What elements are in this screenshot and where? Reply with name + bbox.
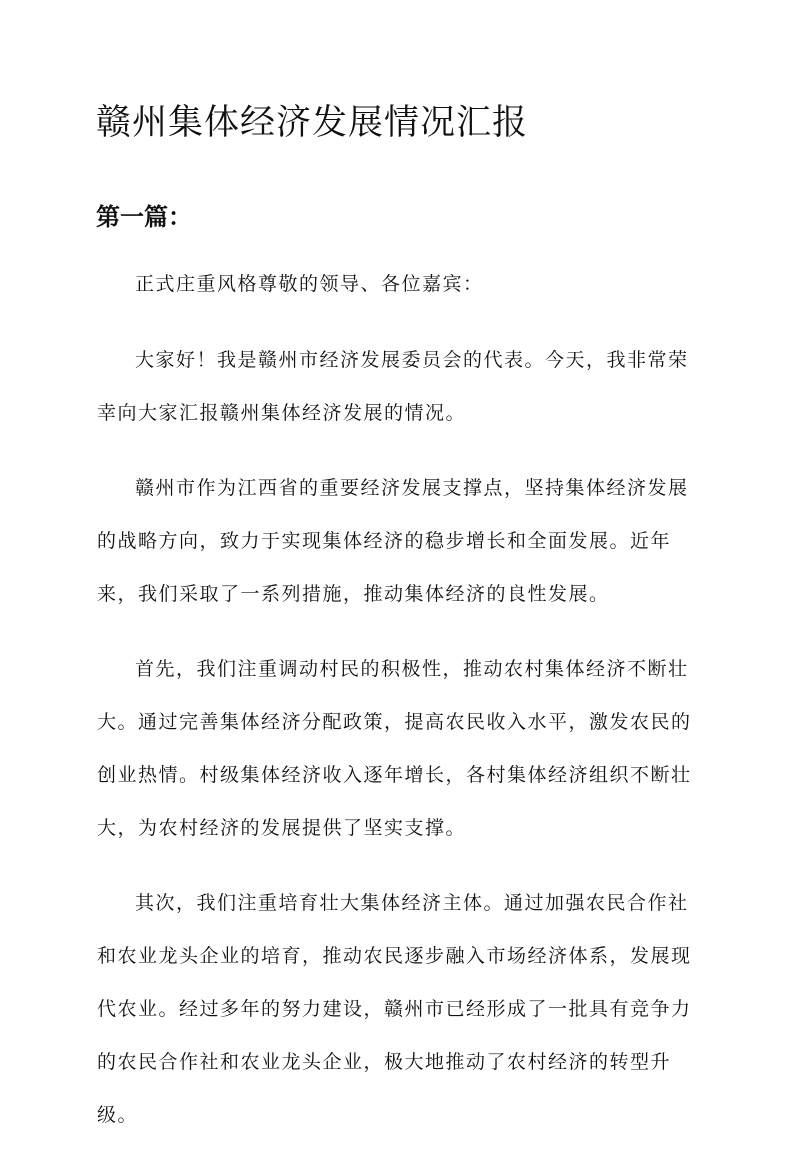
paragraph-first-measure: 首先，我们注重调动村民的积极性，推动农村集体经济不断壮大。通过完善集体经济分配政策，提高农民收入水平，激发农民的创业热情。村级集体经济收入逐年增长，各村集体经济组织不断壮大，为农村经济的发展提供了坚实支撑。 (97, 658, 692, 839)
paragraph-greeting: 大家好！我是赣州市经济发展委员会的代表。今天，我非常荣幸向大家汇报赣州集体经济发展的情况。 (97, 349, 689, 424)
paragraph-second-measure: 其次，我们注重培育壮大集体经济主体。通过加强农民合作社和农业龙头企业的培育，推动农民逐步融入市场经济体系，发展现代农业。经过多年的努力建设，赣州市已经形成了一批具有竞争力的农民合作社和农业龙头企业，极大地推动了农村经济的转型升级。 (97, 892, 692, 1126)
section-heading: 第一篇： (96, 202, 192, 231)
paragraph-overview: 赣州市作为江西省的重要经济发展支撑点，坚持集体经济发展的战略方向，致力于实现集体经济的稳步增长和全面发展。近年来，我们采取了一系列措施，推动集体经济的良性发展。 (97, 477, 689, 605)
document-title: 赣州集体经济发展情况汇报 (96, 103, 529, 143)
document-body (97, 256, 707, 1164)
paragraph-salutation: 正式庄重风格尊敬的领导、各位嘉宾： (135, 273, 484, 295)
